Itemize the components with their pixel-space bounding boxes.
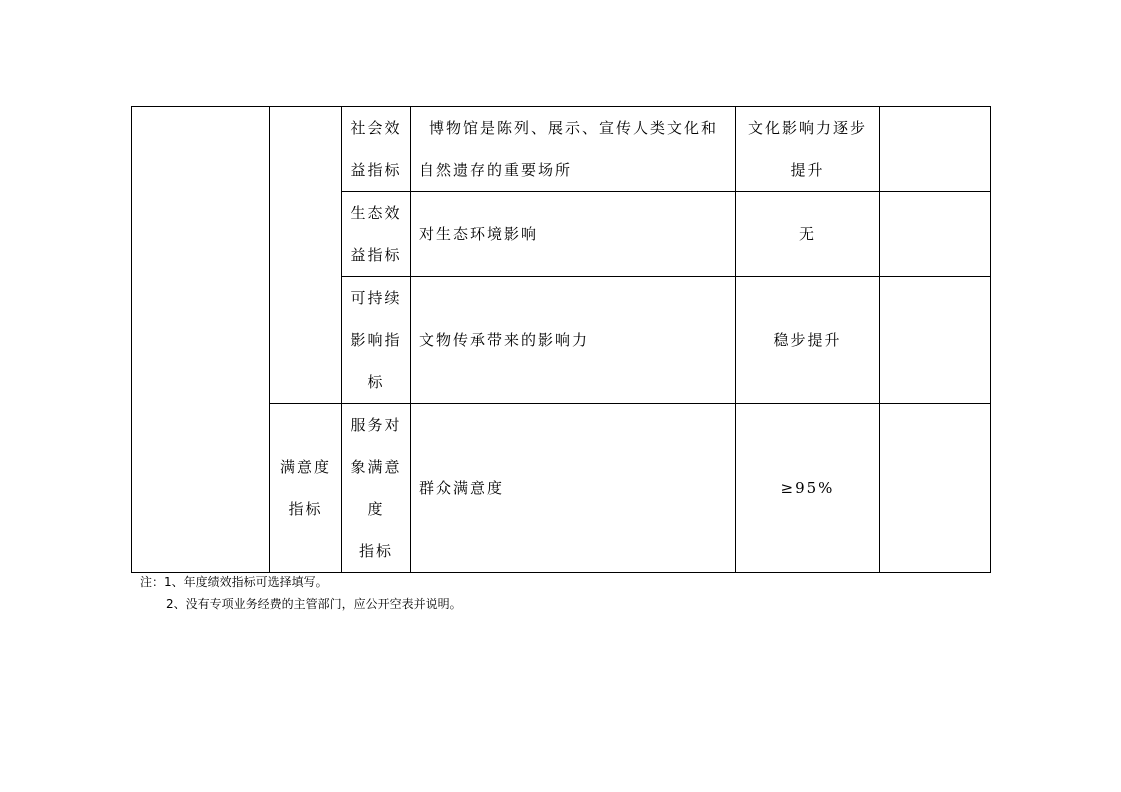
table-row xyxy=(132,107,991,192)
level3-indicator-cell: 服务对 象满意 度 指标 xyxy=(342,404,411,573)
footnote-1: 注：1、年度绩效指标可选择填写。 xyxy=(140,575,328,589)
level1-indicator-cell xyxy=(132,107,270,573)
performance-indicator-table xyxy=(131,106,991,573)
level3-indicator-cell: 社会效 益指标 xyxy=(342,107,411,192)
remark-cell xyxy=(880,404,991,573)
footnote-2: 2、没有专项业务经费的主管部门，应公开空表并说明。 xyxy=(166,597,462,611)
level3-indicator-cell: 可持续 影响指 标 xyxy=(342,277,411,404)
level2-indicator-cell: 满意度 指标 xyxy=(270,404,342,573)
indicator-content-cell: 文物传承带来的影响力 xyxy=(411,277,736,404)
indicator-content-cell: 博物馆是陈列、展示、宣传人类文化和 自然遗存的重要场所 xyxy=(411,107,736,192)
footnotes xyxy=(140,571,462,615)
indicator-content-cell: 对生态环境影响 xyxy=(411,192,736,277)
indicator-content-cell: 群众满意度 xyxy=(411,404,736,573)
remark-cell xyxy=(880,192,991,277)
target-value-cell: 文化影响力逐步 提升 xyxy=(736,107,880,192)
remark-cell xyxy=(880,277,991,404)
level2-indicator-cell xyxy=(270,107,342,404)
level3-indicator-cell: 生态效 益指标 xyxy=(342,192,411,277)
remark-cell xyxy=(880,107,991,192)
target-value-cell: 稳步提升 xyxy=(736,277,880,404)
target-value-cell: ≥95% xyxy=(736,404,880,573)
target-value-cell: 无 xyxy=(736,192,880,277)
